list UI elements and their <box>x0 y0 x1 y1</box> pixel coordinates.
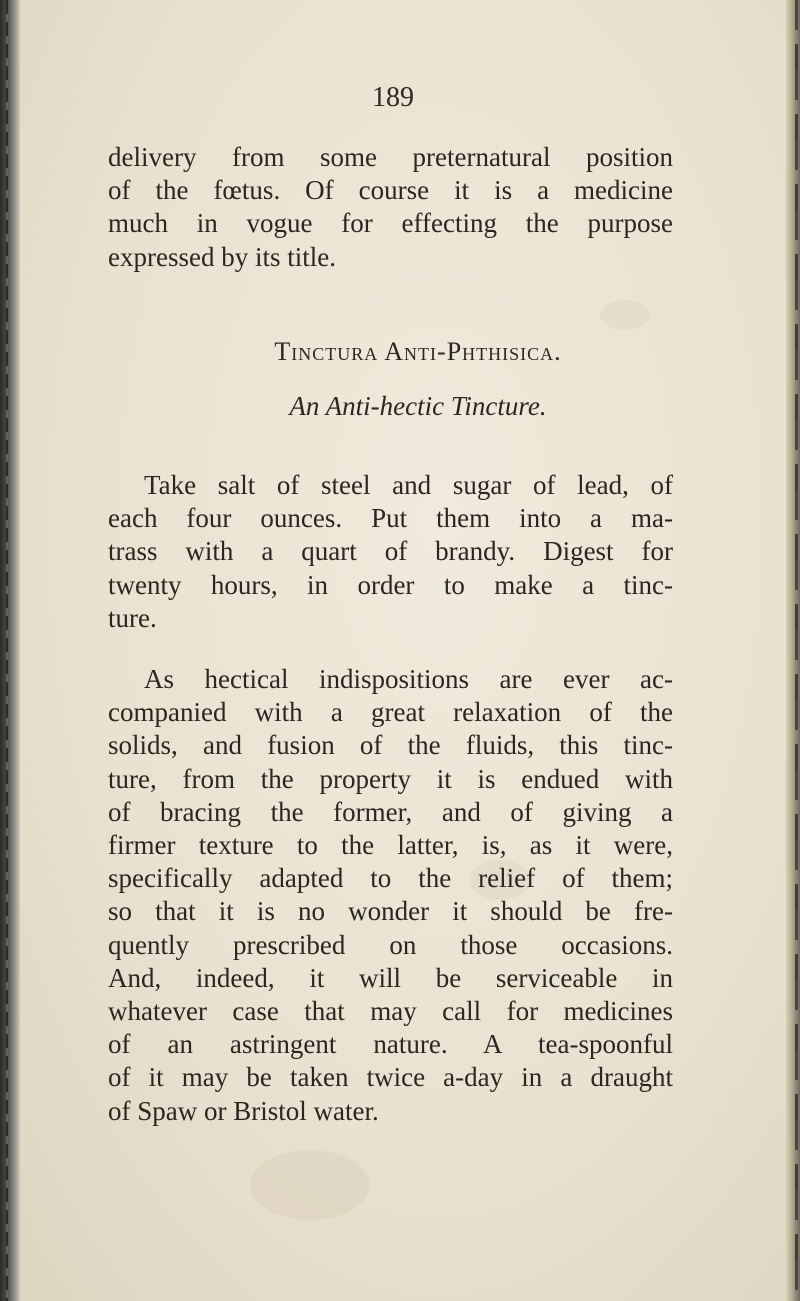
page-number: 189 <box>372 82 414 113</box>
paragraph-usage <box>108 663 673 1128</box>
recipe-subtitle: An Anti-hectic Tincture. <box>289 391 547 421</box>
text-line: solids, and fusion of the fluids, this tinc- <box>108 730 673 761</box>
text-line: And, indeed, it will be serviceable in <box>108 962 673 993</box>
text-line: trass with a quart of brandy. Digest for <box>108 536 673 567</box>
text-line: so that it is no wonder it should be fre- <box>108 896 673 927</box>
text-line: twenty hours, in order to make a tinc- <box>108 569 673 600</box>
text-line: As hectical indispositions are ever ac- <box>144 664 673 694</box>
text-line: ture. <box>108 602 157 633</box>
text-line: firmer texture to the latter, is, as it were, <box>108 830 673 861</box>
page-right-edge <box>786 0 800 1301</box>
text-line: Take salt of steel and sugar of lead, of <box>144 470 673 500</box>
text-line: quently prescribed on those occasions. <box>108 929 673 960</box>
text-line: much in vogue for effecting the purpose <box>108 208 673 239</box>
text-line: expressed by its title. <box>108 241 336 272</box>
text-line: of bracing the former, and of giving a <box>108 796 673 827</box>
text-line: companied with a great relaxation of the <box>108 697 673 728</box>
text-line: ture, from the property it is endued with <box>108 763 673 794</box>
text-line: of Spaw or Bristol water. <box>108 1095 379 1126</box>
paper-stain <box>250 1150 370 1220</box>
text-line: whatever case that may call for medicines <box>108 996 673 1027</box>
text-line: of an astringent nature. A tea-spoonful <box>108 1029 673 1060</box>
text-line: of the fœtus. Of course it is a medicine <box>108 175 673 206</box>
text-line: specifically adapted to the relief of them; <box>108 863 673 894</box>
text-line: of it may be taken twice a-day in a draught <box>108 1062 673 1093</box>
paragraph-recipe <box>108 469 673 635</box>
paragraph-continuation <box>108 141 673 274</box>
recipe-title: Tinctura Anti-Phthisica. <box>274 337 562 366</box>
paper-stain <box>600 300 650 330</box>
book-binding-edge <box>0 0 20 1301</box>
text-line: delivery from some preternatural position <box>108 142 673 172</box>
text-line: each four ounces. Put them into a ma- <box>108 503 673 534</box>
